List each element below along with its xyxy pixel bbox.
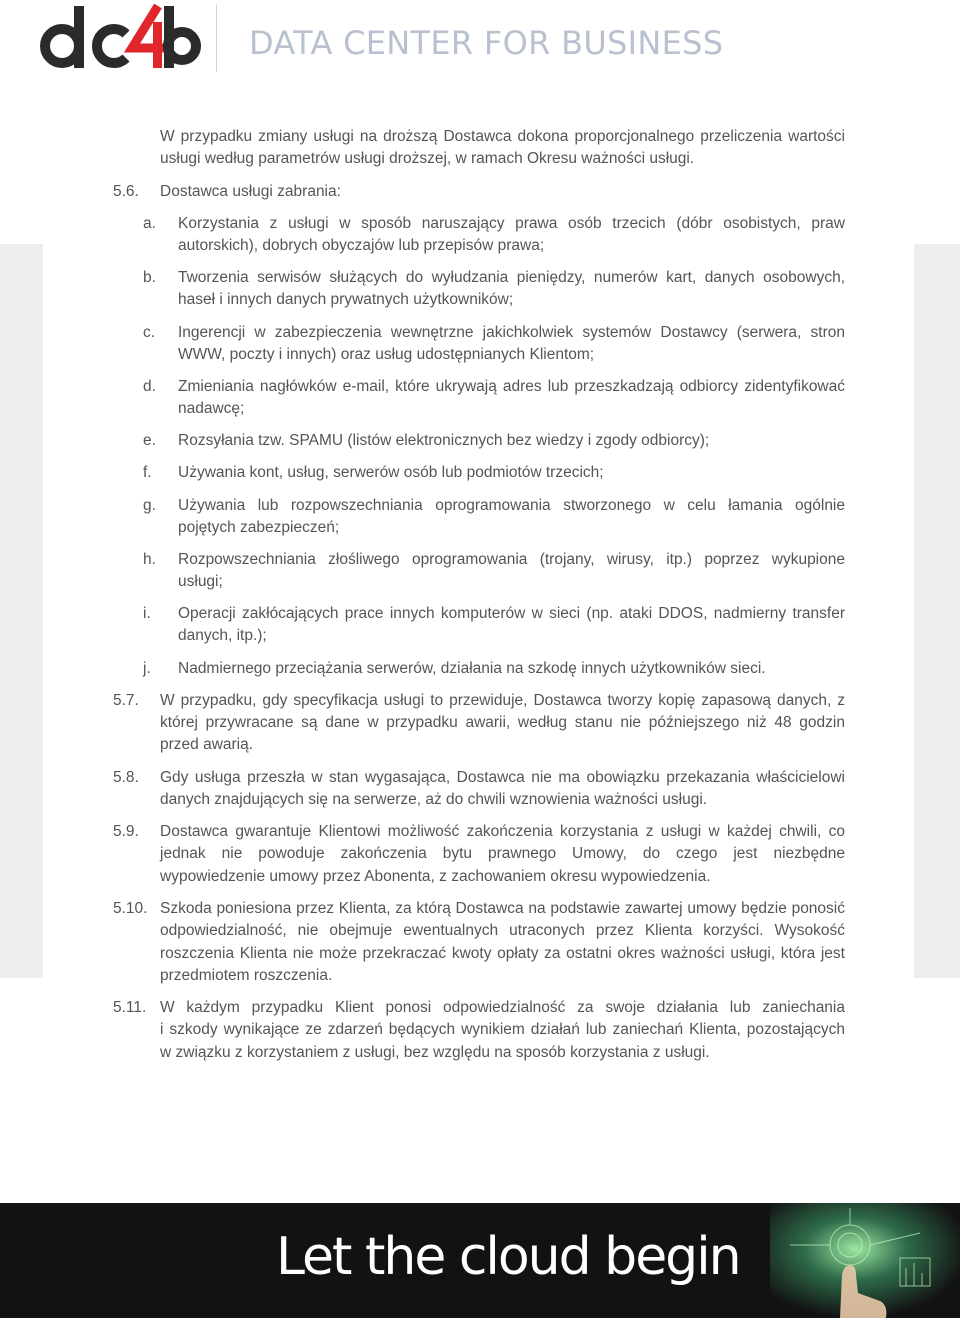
footer-banner — [0, 1203, 960, 1318]
list-item-text: Tworzenia serwisów służących do wyłudzania pieniędzy, numerów kart, danych osobowych, — [178, 269, 845, 286]
section-text: W każdym przypadku Klient ponosi odpowiedzialność za swoje działania lub zaniechania — [160, 999, 845, 1016]
list-item-text: Używania lub rozpowszechniania oprogramowania stworzonego w celu łamania ogólnie — [178, 497, 845, 514]
section-text: danych znajdujących się na serwerze, aż do chwili wznowienia ważności usługi. — [160, 791, 708, 808]
list-item-letter: a. — [143, 215, 156, 232]
section-number: 5.8. — [113, 769, 139, 786]
section-number: 5.11. — [113, 999, 147, 1016]
section-text: przedmiotem roszczenia. — [160, 967, 333, 984]
list-item-letter: i. — [143, 605, 151, 622]
intro-line: W przypadku zmiany usługi na droższą Dostawca dokona proporcjonalnego przeliczenia wartości — [160, 128, 845, 145]
section-number: 5.6. — [113, 183, 139, 200]
list-item-text: haseł i innych danych prywatnych użytkowników; — [178, 291, 514, 308]
list-item-text: Nadmiernego przeciążania serwerów, działania na szkodę innych użytkowników sieci. — [178, 660, 766, 677]
section-text: przed awarią. — [160, 736, 254, 753]
brand-title: DATA CENTER FOR BUSINESS — [249, 24, 724, 62]
list-item-letter: b. — [143, 269, 156, 286]
section-text: roszczenia Klienta nie może przekraczać kwoty opłaty za ostatni okres ważności usługi, która jest — [160, 945, 845, 962]
list-item-text: usługi; — [178, 573, 223, 590]
section-text: której przywracane są dane w przypadku awarii, według stanu nie późniejszego niż 48 godzin — [160, 714, 845, 731]
left-margin-strip — [0, 244, 43, 978]
dc4b-logo — [40, 2, 202, 74]
list-item-text: Operacji zakłócających prace innych komputerów w sieci (np. ataki DDOS, nadmierny transfer — [178, 605, 845, 622]
list-item-text: autorskich), dobrych obyczajów lub przepisów prawa; — [178, 237, 545, 254]
list-item-text: Zmieniania nagłówków e-mail, które ukrywają adres lub przeszkadzają odbiorcy zidentyfikować — [178, 378, 845, 395]
list-item-text: Rozpowszechniania złośliwego oprogramowania (trojany, wirusy, itp.) poprzez wykupione — [178, 551, 845, 568]
list-item-text: Ingerencji w zabezpieczenia wewnętrzne jakichkolwiek systemów Dostawcy (serwera, stron — [178, 324, 845, 341]
section-text: odpowiedzialność, nie obejmuje ewentualnych utraconych przez Klienta korzyści. Wysokość — [160, 922, 845, 939]
list-item-letter: d. — [143, 378, 156, 395]
list-item-text: pojętych zabezpieczeń; — [178, 519, 340, 536]
section-text: Szkoda poniesiona przez Klienta, za którą Dostawca na podstawie zawartej umowy będzie ponosić — [160, 900, 845, 917]
intro-line: usługi według parametrów usługi droższej, w ramach Okresu ważności usługi. — [160, 150, 695, 167]
list-item-text: danych, itp.); — [178, 627, 267, 644]
list-item-text: Rozsyłania tzw. SPAMU (listów elektronicznych bez wiedzy i zgody odbiorcy); — [178, 432, 710, 449]
section-number: 5.7. — [113, 692, 139, 709]
section-number: 5.9. — [113, 823, 139, 840]
list-item-text: Używania kont, usług, serwerów osób lub podmiotów trzecich; — [178, 464, 604, 481]
cloud-hand-illustration — [770, 1203, 960, 1318]
section-text: wypowiedzenie umowy przez Abonenta, z zachowaniem okresu wypowiedzenia. — [160, 868, 711, 885]
section-text: Gdy usługa przeszła w stan wygasająca, Dostawca nie ma obowiązku przekazania właścicielowi — [160, 769, 845, 786]
list-item-text: nadawcę; — [178, 400, 245, 417]
header-divider — [216, 4, 217, 72]
section-number: 5.10. — [113, 900, 148, 917]
section-text: Dostawca gwarantuje Klientowi możliwość zakończenia korzystania z usługi w każdej chwili, co — [160, 823, 845, 840]
list-item-letter: g. — [143, 497, 156, 514]
page-header — [0, 0, 960, 90]
list-item-letter: c. — [143, 324, 156, 341]
list-item-letter: e. — [143, 432, 156, 449]
section-text: Dostawca usługi zabrania: — [160, 183, 341, 200]
footer-slogan: Let the cloud begin — [276, 1227, 740, 1287]
section-text: i szkody wynikające ze zdarzeń będących wynikiem działań lub zaniechań Klienta, pozostających — [160, 1021, 845, 1038]
section-text: w związku z korzystaniem z usługi, bez względu na sposób korzystania z usługi. — [160, 1044, 710, 1061]
list-item-letter: h. — [143, 551, 156, 568]
list-item-text: WWW, poczty i innych) oraz usług udostępnianych Klientom; — [178, 346, 595, 363]
list-item-text: Korzystania z usługi w sposób naruszający prawa osób trzecich (dóbr osobistych, praw — [178, 215, 845, 232]
section-text: jednak nie powoduje zakończenia bytu prawnego Umowy, do czego jest niezbędne — [160, 845, 845, 862]
right-margin-strip — [914, 244, 960, 978]
section-text: W przypadku, gdy specyfikacja usługi to przewiduje, Dostawca tworzy kopię zapasową danych, z — [160, 692, 845, 709]
list-item-letter: f. — [143, 464, 152, 481]
list-item-letter: j. — [143, 660, 151, 677]
